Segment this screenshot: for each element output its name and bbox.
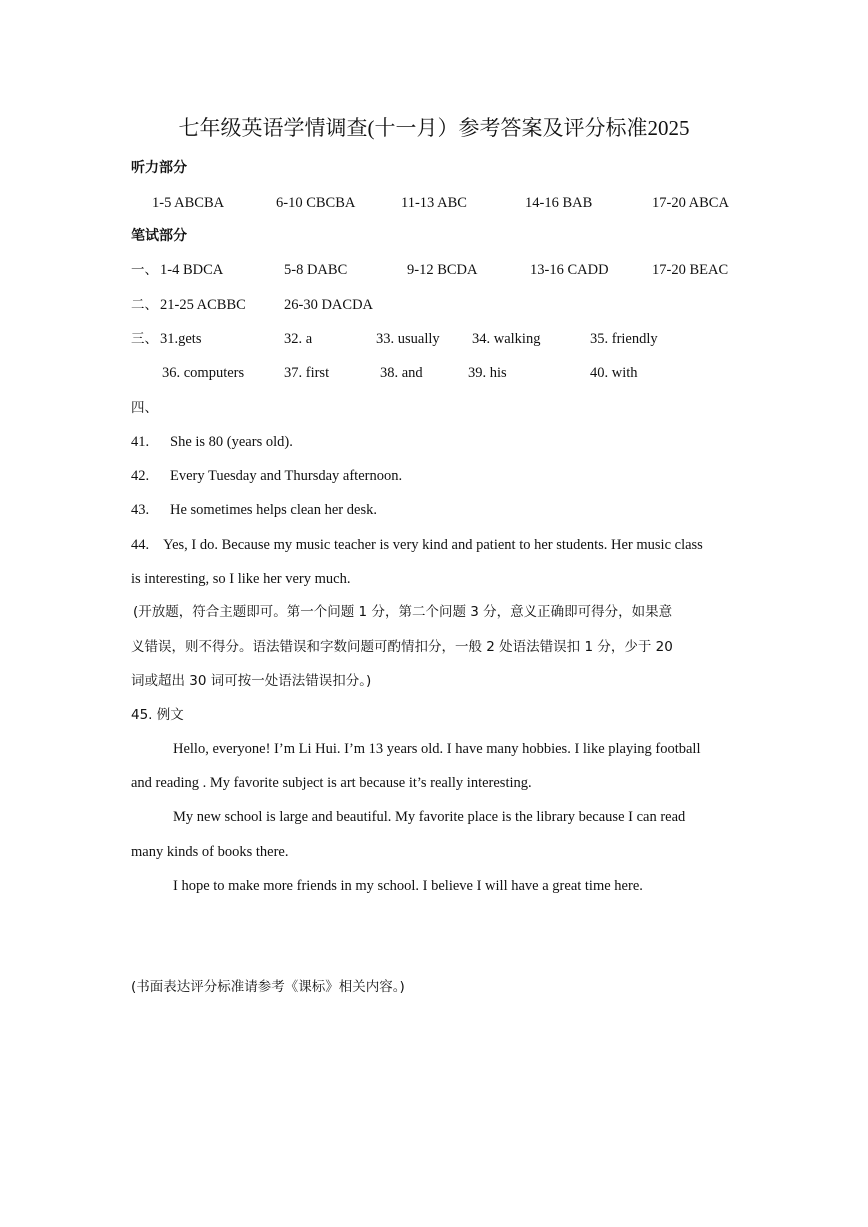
written-heading: 笔试部分	[131, 228, 187, 244]
essay-line: Hello, everyone! I’m Li Hui. I’m 13 years old. I have many hobbies. I like playing football	[173, 741, 701, 757]
essay-line: I hope to make more friends in my school. I believe I will have a great time here.	[173, 878, 643, 894]
answer-text: is interesting, so I like her very much.	[131, 571, 351, 587]
section3-answer: 34. walking	[472, 331, 541, 347]
answer-text: Every Tuesday and Thursday afternoon.	[170, 468, 403, 484]
listening-answer: 6-10 CBCBA	[276, 195, 356, 211]
section1-answer: 9-12 BCDA	[407, 262, 478, 278]
section3-answer: 37. first	[284, 365, 330, 381]
essay-heading: 45. 例文	[131, 707, 184, 723]
listening-answer: 17-20 ABCA	[652, 195, 729, 211]
section3-answer: 33. usually	[376, 331, 440, 347]
answer-text: 44. Yes, I do. Because my music teacher is very kind and patient to her students. Her music class	[131, 537, 703, 553]
question-number: 42.	[131, 468, 150, 484]
section1-answer: 1-4 BDCA	[160, 262, 224, 278]
answer-text: He sometimes helps clean her desk.	[170, 502, 377, 518]
section2-answer: 26-30 DACDA	[284, 297, 374, 313]
listening-answer: 11-13 ABC	[401, 195, 467, 211]
grading-note: (开放题，符合主题即可。第一个问题 1 分，第二个问题 3 分，意义正确即可得分，如果意	[133, 604, 673, 620]
section3-answer: 36. computers	[162, 365, 245, 381]
essay-line: many kinds of books there.	[131, 844, 289, 860]
section3-answer: 31.gets	[160, 331, 202, 347]
section3-answer: 35. friendly	[590, 331, 658, 347]
section3-answer: 32. a	[284, 331, 313, 347]
section3-answer: 39. his	[468, 365, 507, 381]
grading-note: 义错误，则不得分。语法错误和字数问题可酌情扣分，一般 2 处语法错误扣 1 分，少于 20	[131, 639, 673, 655]
question-number: 41.	[131, 434, 150, 450]
grading-note: 词或超出 30 词可按一处语法错误扣分。)	[131, 673, 372, 689]
section1-answer: 13-16 CADD	[530, 262, 609, 278]
question-number: 43.	[131, 502, 150, 518]
section-label: 一、	[131, 262, 158, 278]
essay-line: and reading . My favorite subject is art because it’s really interesting.	[131, 775, 532, 791]
section-label: 三、	[131, 331, 158, 347]
section-label: 四、	[131, 400, 158, 416]
section3-answer: 38. and	[380, 365, 423, 381]
listening-heading: 听力部分	[131, 160, 187, 176]
section1-answer: 17-20 BEAC	[652, 262, 729, 278]
section-label: 二、	[131, 297, 158, 313]
section2-answer: 21-25 ACBBC	[160, 297, 246, 313]
answer-text: She is 80 (years old).	[170, 434, 293, 450]
section1-answer: 5-8 DABC	[284, 262, 348, 278]
footer-note: (书面表达评分标准请参考《课标》相关内容。)	[131, 979, 405, 995]
page-title: 七年级英语学情调查(十一月）参考答案及评分标准2025	[178, 116, 690, 140]
listening-answer: 14-16 BAB	[525, 195, 593, 211]
listening-answer: 1-5 ABCBA	[152, 195, 225, 211]
essay-line: My new school is large and beautiful. My favorite place is the library because I can read	[173, 809, 686, 825]
section3-answer: 40. with	[590, 365, 638, 381]
